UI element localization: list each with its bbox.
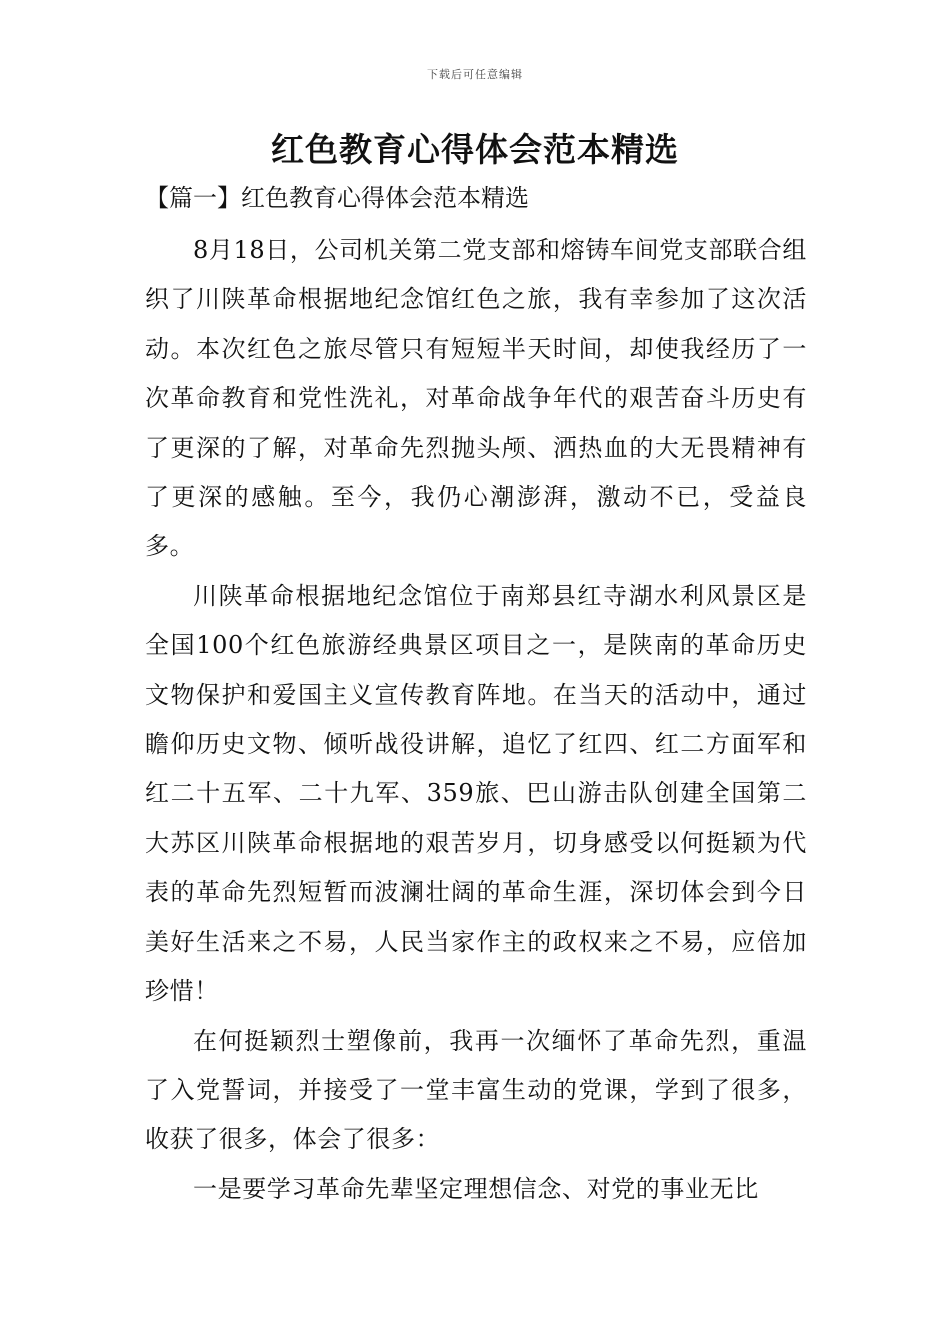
paragraph: 在何挺颖烈士塑像前，我再一次缅怀了革命先烈，重温了入党誓词，并接受了一堂丰富生动的党课，学到了很多，收获了很多，体会了很多：	[145, 1026, 807, 1154]
paragraph: 川陕革命根据地纪念馆位于南郑县红寺湖水利风景区是全国100个红色旅游经典景区项目之一，是陕南的革命历史文物保护和爱国主义宣传教育阵地。在当天的活动中，通过瞻仰历史文物、倾听战役讲解，追忆了红四、红二方面军和红二十五军、二十九军、359旅、巴山游击队创建全国第二大苏区川陕革命根据地的艰苦岁月，切身感受以何挺颖为代表的革命先烈短暂而波澜壮阔的革命生涯，深切体会到今日美好生活来之不易，人民当家作主的政权来之不易，应倍加珍惜！	[145, 581, 807, 1006]
page-header-note: 下载后可任意编辑	[427, 68, 523, 81]
paragraph: 一是要学习革命先辈坚定理想信念、对党的事业无比	[193, 1174, 759, 1203]
document-title: 红色教育心得体会范本精选	[271, 130, 679, 169]
document-body	[145, 226, 807, 1214]
paragraph: 8月18日，公司机关第二党支部和熔铸车间党支部联合组织了川陕革命根据地纪念馆红色之旅，我有幸参加了这次活动。本次红色之旅尽管只有短短半天时间，却使我经历了一次革命教育和党性洗礼，对革命战争年代的艰苦奋斗历史有了更深的了解，对革命先烈抛头颅、洒热血的大无畏精神有了更深的感触。至今，我仍心潮澎湃，激动不已，受益良多。	[145, 236, 807, 561]
section-heading: 【篇一】红色教育心得体会范本精选	[145, 184, 529, 212]
